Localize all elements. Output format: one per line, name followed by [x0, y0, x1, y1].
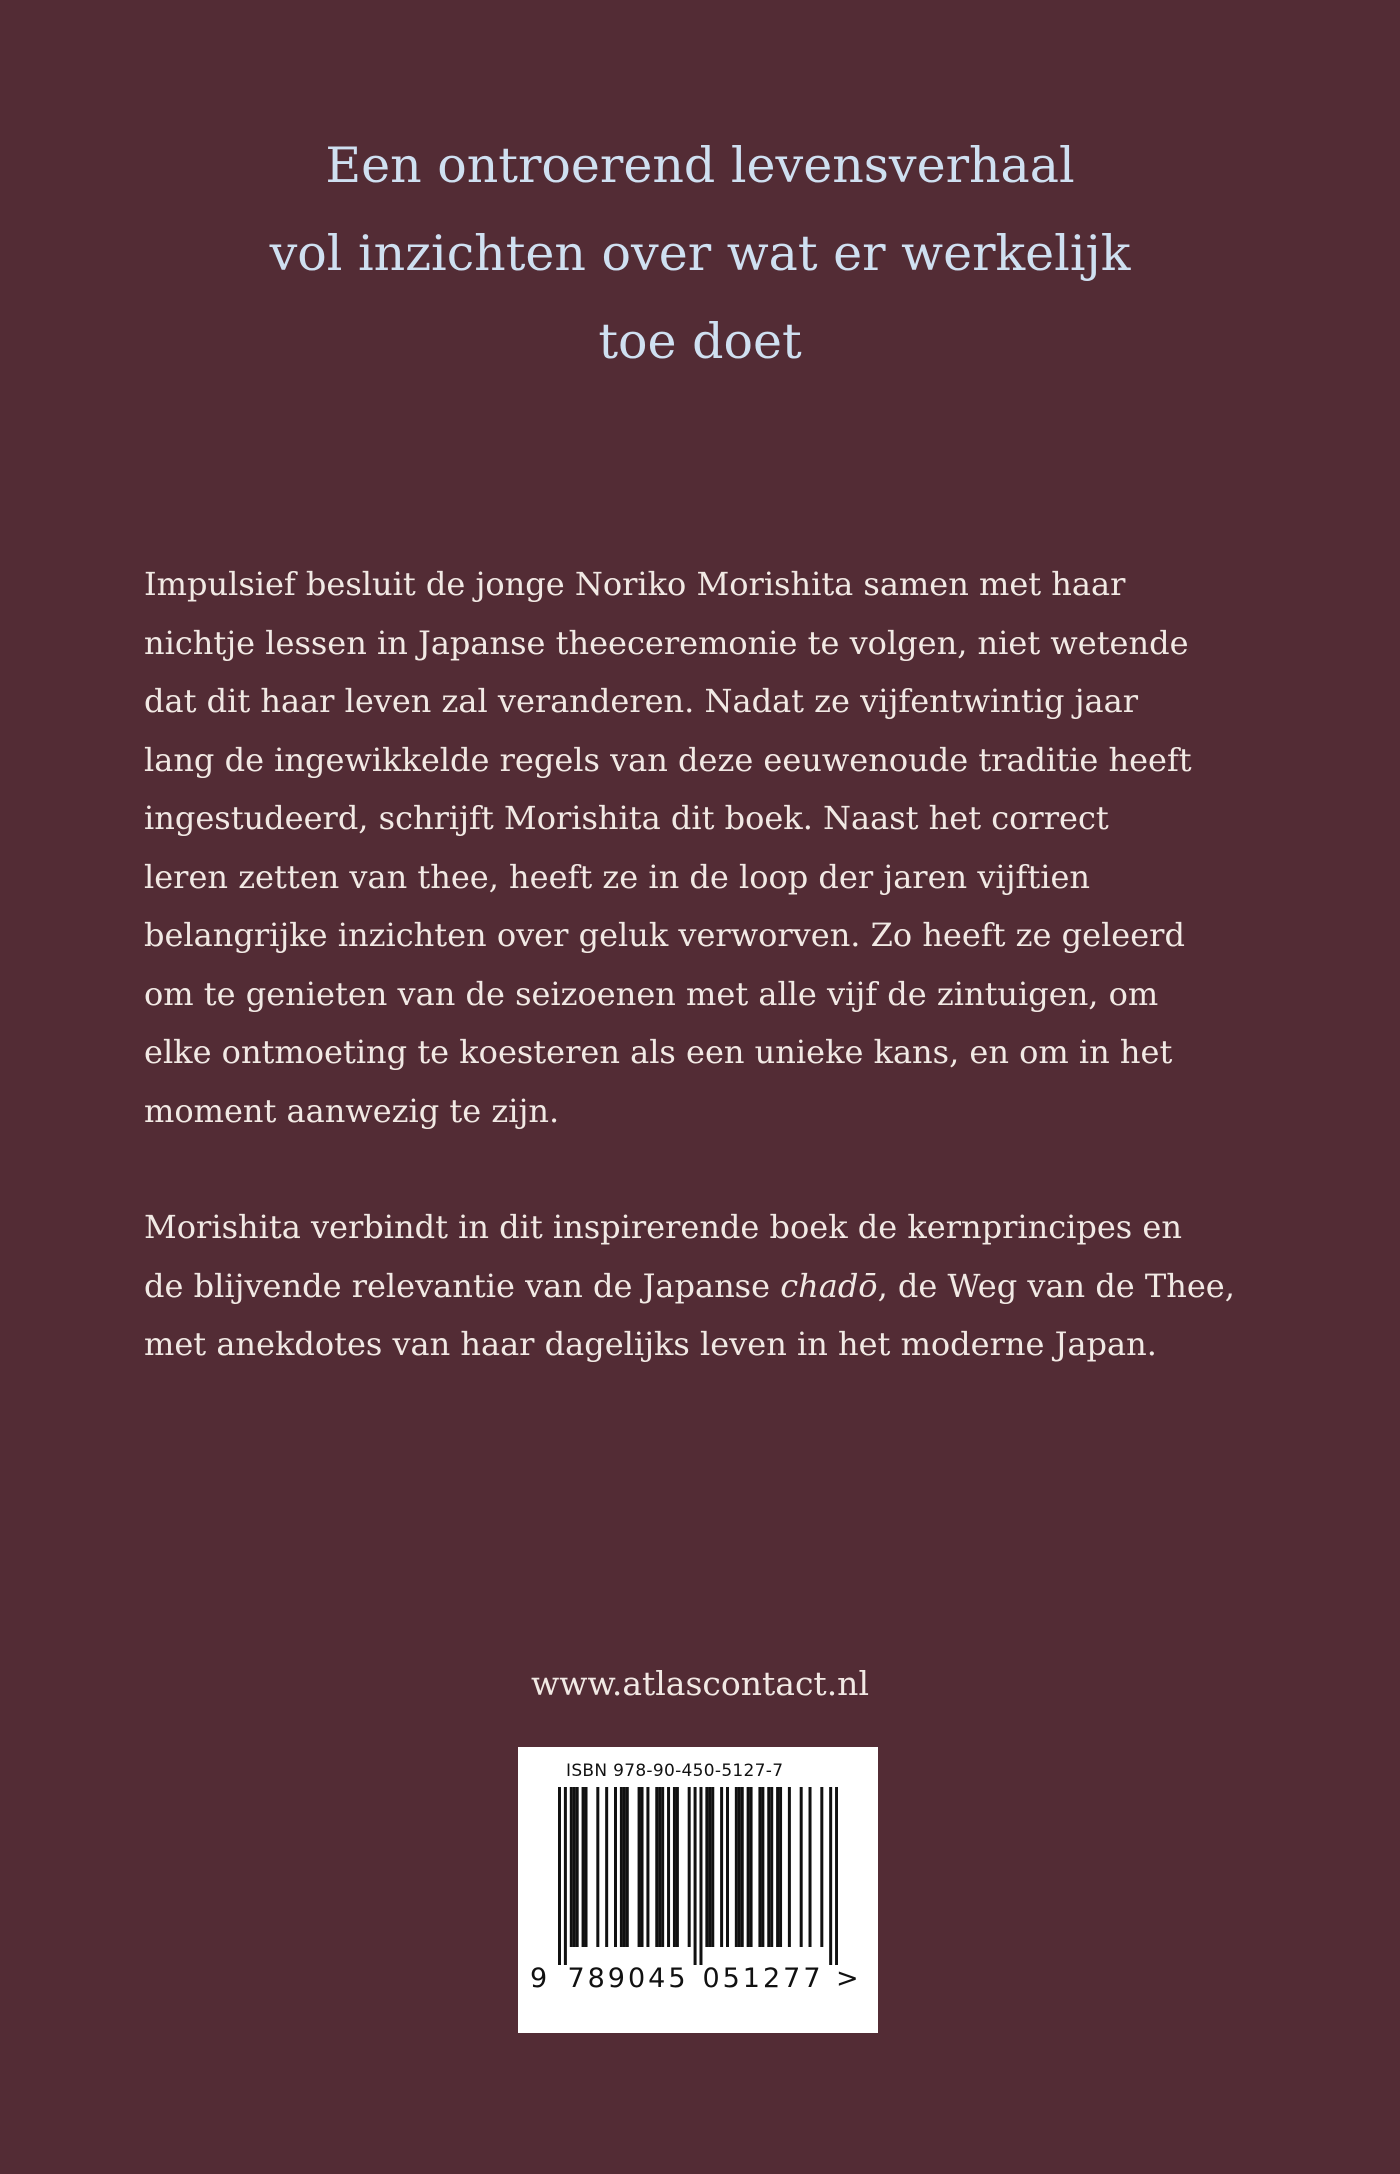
barcode-bar [747, 1787, 750, 1947]
barcode-bar [688, 1787, 691, 1947]
barcode-bar [667, 1787, 670, 1947]
isbn-barcode-label [518, 1747, 878, 2033]
barcode-bar [758, 1787, 761, 1947]
barcode-bar [720, 1787, 723, 1947]
barcode-bar [626, 1787, 629, 1947]
barcode-bar [558, 1787, 561, 1965]
barcode-bar [658, 1787, 661, 1947]
barcode-bar [776, 1787, 779, 1947]
barcode-bar [620, 1787, 623, 1947]
barcode-bar [614, 1787, 617, 1947]
description-paragraph-2-start: Morishita verbindt in dit inspirerende boek de kernprincipes en de blijvende relevantie van de Japanse [144, 1208, 1182, 1305]
barcode-bar [735, 1787, 738, 1947]
book-description [144, 555, 1274, 1374]
barcode-bar [585, 1787, 588, 1947]
ean-left-digits: 789045 [567, 1963, 689, 1994]
barcode-bar [676, 1787, 679, 1947]
barcode-bar [788, 1787, 791, 1947]
barcode-bar [638, 1787, 641, 1947]
ean-right-digits: 051277 [702, 1963, 824, 1994]
barcode-bar [596, 1787, 599, 1947]
barcode-bar [641, 1787, 644, 1947]
barcode-bar [661, 1787, 664, 1947]
barcode-bar [623, 1787, 626, 1947]
barcode-bar [820, 1787, 823, 1947]
barcode-bar [761, 1787, 764, 1947]
barcode-bar [738, 1787, 741, 1947]
description-paragraph-1: Impulsief besluit de jonge Noriko Morishita samen met haar nichtje lessen in Japanse theeceremonie te volgen, niet wetende dat dit haar leven zal veranderen. Nadat ze vijfentwintig jaar lang de ingewikkelde regels van deze eeuwenoude traditie heeft ingestudeerd, schrijft Morishita dit boek. Naast het correct leren zetten van thee, heeft ze in de loop der jaren vijftien belangrijke inzichten over geluk verworven. Zo heeft ze geleerd om te genieten van de seizoenen met alle vijf de zintuigen, om elke ontmoeting te koesteren als een unieke kans, en om in het moment aanwezig te zijn. [144, 565, 1192, 1130]
isbn-number: ISBN 978-90-450-5127-7 [566, 1761, 784, 1781]
chado-term: chadō [780, 1266, 878, 1305]
barcode-bar [694, 1787, 697, 1965]
barcode-bar [564, 1787, 567, 1965]
barcode-bar [767, 1787, 770, 1947]
ean-quiet-zone-mark: > [836, 1963, 859, 1994]
ean-first-digit: 9 [530, 1963, 548, 1994]
barcode-bar [699, 1787, 702, 1965]
barcode-bar [705, 1787, 708, 1947]
back-cover-tagline: Een ontroerend levensverhaal vol inzichten over wat er werkelijk toe doet [269, 137, 1131, 370]
barcode-bar [708, 1787, 711, 1947]
barcode-bar [605, 1787, 608, 1947]
barcode-bar [809, 1787, 812, 1947]
barcode-bar [646, 1787, 649, 1947]
barcode-bar [829, 1787, 832, 1965]
barcode-bar [750, 1787, 753, 1947]
barcode-icon [558, 1787, 838, 1965]
barcode-bar [779, 1787, 782, 1947]
barcode-bar [800, 1787, 803, 1947]
barcode-bar [576, 1787, 579, 1947]
barcode-bar [741, 1787, 744, 1947]
barcode-bar [570, 1787, 573, 1947]
barcode-bar [673, 1787, 676, 1947]
publisher-website: www.atlascontact.nl [531, 1664, 869, 1703]
barcode-bar [726, 1787, 729, 1947]
barcode-bar [655, 1787, 658, 1947]
description-paragraph-2-end: , de Weg van de Thee, met anekdotes van haar dagelijks leven in het moderne Japan. [144, 1266, 1235, 1363]
barcode-bar [711, 1787, 714, 1947]
barcode-bar [835, 1787, 838, 1965]
barcode-bar [770, 1787, 773, 1947]
barcode-bar [573, 1787, 576, 1947]
description-paragraph-2 [144, 1198, 1274, 1374]
barcode-bar [582, 1787, 585, 1947]
